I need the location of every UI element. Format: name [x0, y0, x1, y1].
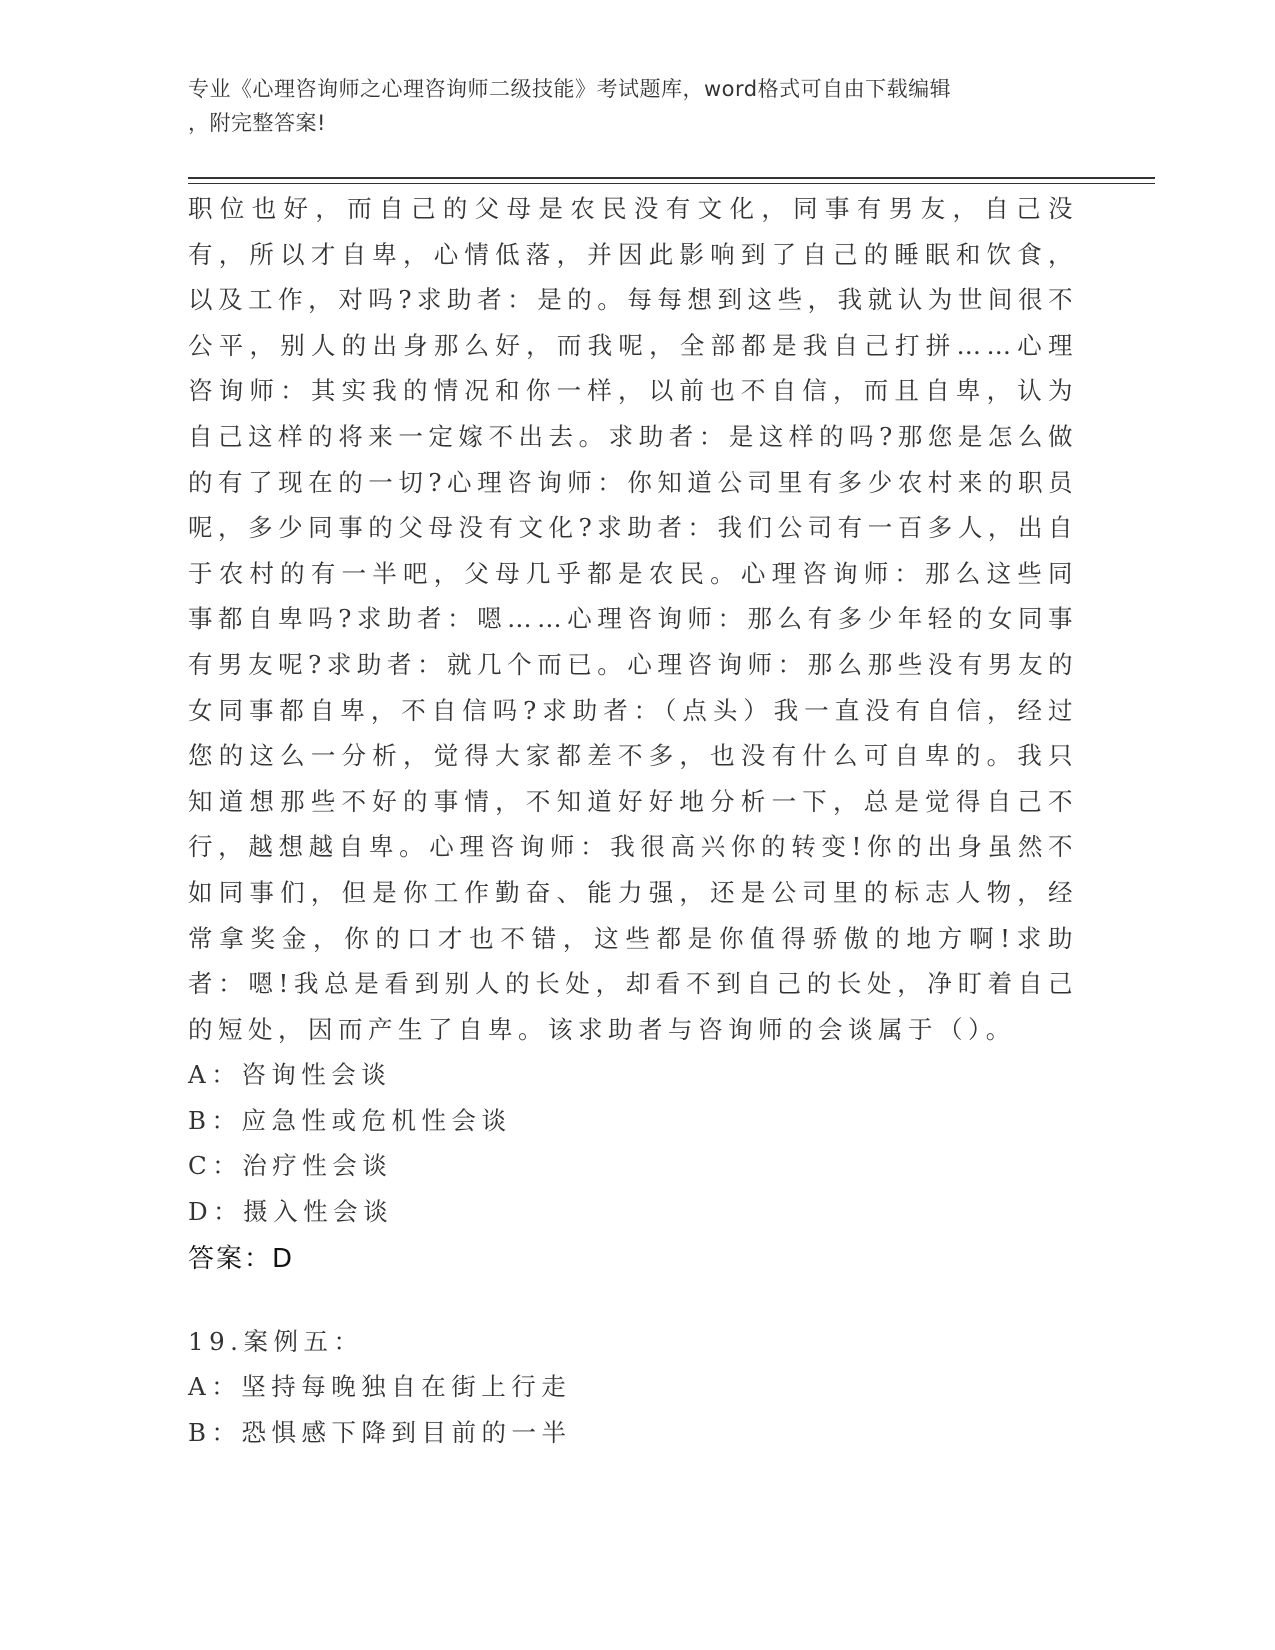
question-18-answer: 答案：D [188, 1243, 295, 1274]
document-body [188, 186, 1078, 1455]
question-18-option-c: C：治疗性会谈 [188, 1151, 393, 1181]
question-19-option-b: B：恐惧感下降到目前的一半 [188, 1417, 572, 1447]
header-rule-thin [188, 183, 1155, 184]
header-rule-thick [188, 177, 1155, 179]
question-19-option-a: A：坚持每晚独自在街上行走 [188, 1372, 572, 1402]
question-18-option-a: A：咨询性会谈 [188, 1060, 392, 1090]
spacer [188, 1283, 1078, 1319]
question-19-title: 19.案例五： [188, 1326, 364, 1356]
question-18-option-b: B：应急性或危机性会谈 [188, 1105, 512, 1135]
header-line-1: 专业《心理咨询师之心理咨询师二级技能》考试题库，word格式可自由下载编辑 [188, 77, 952, 101]
header-line-2: ，附完整答案! [188, 111, 326, 135]
question-18-text: 职位也好，而自己的父母是农民没有文化，同事有男友，自己没有，所以才自卑，心情低落，并因此影响到了自己的睡眠和饮食，以及工作，对吗?求助者：是的。每每想到这些，我就认为世间很不公平，别人的出身那么好，而我呢，全部都是我自己打拼……心理咨询师：其实我的情况和你一样，以前也不自信，而且自卑，认为自己这样的将来一定嫁不出去。求助者：是这样的吗?那您是怎么做的有了现在的一切?心理咨询师：你知道公司里有多少农村来的职员呢，多少同事的父母没有文化?求助者：我们公司有一百多人，出自于农村的有一半吧，父母几乎都是农民。心理咨询师：那么这些同事都自卑吗?求助者：嗯……心理咨询师：那么有多少年轻的女同事有男友呢?求助者：就几个而已。心理咨询师：那么那些没有男友的女同事都自卑，不自信吗?求助者：（点头）我一直没有自信，经过您的这么一分析，觉得大家都差不多，也没有什么可自卑的。我只知道想那些不好的事情，不知道好好地分析一下，总是觉得自己不行，越想越自卑。心理咨询师：我很高兴你的转变!你的出身虽然不如同事们，但是你工作勤奋、能力强，还是公司里的标志人物，经常拿奖金，你的口才也不错，这些都是你值得骄傲的地方啊!求助者：嗯!我总是看到别人的长处，却看不到自己的长处，净盯着自己的短处，因而产生了自卑。该求助者与咨询师的会谈属于（）。 [188, 194, 1078, 1044]
question-18-option-d: D：摄入性会谈 [188, 1197, 394, 1227]
document-header [188, 72, 1068, 140]
